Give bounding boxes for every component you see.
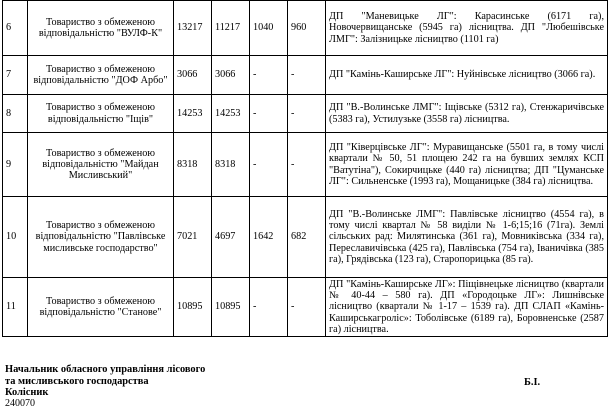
forest-area: 4697 bbox=[212, 197, 250, 278]
field-area: - bbox=[250, 133, 288, 197]
row-number: 7 bbox=[3, 56, 28, 95]
total-area: 10895 bbox=[174, 278, 212, 337]
total-area: 8318 bbox=[174, 133, 212, 197]
location-description: ДП "Камінь-Каширське ЛГ": Нуйнівське лісництво (3066 га). bbox=[326, 56, 608, 95]
document-code: 240070 bbox=[5, 398, 35, 409]
location-description: ДП "В.-Волинське ЛМГ": Павлівське лісництво (4554 га), в тому числі квартал № 58 виділи № 1-6;15;16 (71га). Землі сільських рад: Милятинська (361 га), Мовниківська (334 га), Переславичівська (425 га), Павлівська (754 га), Іваничівка (385 га), Грядівська (123 га), Старопорицька (85 га). bbox=[326, 197, 608, 278]
row-number: 11 bbox=[3, 278, 28, 337]
row-number: 9 bbox=[3, 133, 28, 197]
hunting-grounds-table bbox=[2, 0, 608, 337]
footer-name: Колісник bbox=[5, 387, 49, 398]
location-description: ДП "В.-Волинське ЛМГ": Іщівське (5312 га), Стенжаричівське (5383 га), Устилузьке (3558 га) лісництва. bbox=[326, 95, 608, 133]
forest-area: 3066 bbox=[212, 56, 250, 95]
field-area: 1040 bbox=[250, 1, 288, 56]
water-area: 960 bbox=[288, 1, 326, 56]
company-name: Товариство з обмеженою відповідальністю "Станове" bbox=[28, 278, 174, 337]
field-area: - bbox=[250, 56, 288, 95]
water-area: - bbox=[288, 56, 326, 95]
row-number: 10 bbox=[3, 197, 28, 278]
table-row bbox=[3, 197, 608, 278]
total-area: 13217 bbox=[174, 1, 212, 56]
forest-area: 10895 bbox=[212, 278, 250, 337]
field-area: - bbox=[250, 95, 288, 133]
field-area: - bbox=[250, 278, 288, 337]
table-row bbox=[3, 278, 608, 337]
location-description: ДП "Ківерцівське ЛГ": Муравищанське (5501 га, в тому числі квартали № 50, 51 площею 242 га на бувших землях КСП "Ватутіна"), Сокирчицьке (440 га) лісництва; ДП "Цуманське ЛГ": Сильненське (1993 га), Мощаницьке (384 га) лісництва. bbox=[326, 133, 608, 197]
table-row bbox=[3, 1, 608, 56]
footer-title-line1: Начальник обласного управління лісового bbox=[5, 364, 206, 375]
location-description: ДП "Маневицьке ЛГ": Карасинське (6171 га), Новочервищанське (5945 га) лісництва. ДП "Любешівське ЛМГ": Залізницьке лісництво (1101 га) bbox=[326, 1, 608, 56]
company-name: Товариство з обмеженою відповідальністю "ДОФ Арбо" bbox=[28, 56, 174, 95]
location-description: ДП "Камінь-Каширське ЛГ»: Піщівнецьке лісництво (квартали № 40-44 – 580 га). ДП «Городоцьке ЛГ»: Лишнівське лісництво (квартали № 1-17 – 1539 га). ДП СЛАП «Камінь-Каширськагроліс»: Тоболівське (6189 га), Боровненське (2587 га) лісництва. bbox=[326, 278, 608, 337]
forest-area: 14253 bbox=[212, 95, 250, 133]
water-area: 682 bbox=[288, 197, 326, 278]
company-name: Товариство з обмеженою відповідальністю "ВУЛФ-К" bbox=[28, 1, 174, 56]
total-area: 7021 bbox=[174, 197, 212, 278]
forest-area: 8318 bbox=[212, 133, 250, 197]
table-row bbox=[3, 133, 608, 197]
water-area: - bbox=[288, 278, 326, 337]
row-number: 8 bbox=[3, 95, 28, 133]
footer-title-line2: та мисливського господарства bbox=[5, 376, 149, 387]
table-row bbox=[3, 95, 608, 133]
row-number: 6 bbox=[3, 1, 28, 56]
company-name: Товариство з обмеженою відповідальністю "Іщів" bbox=[28, 95, 174, 133]
signature-initials: Б.І. bbox=[524, 377, 541, 388]
company-name: Товариство з обмеженою відповідальністю "Майдан Мисливський" bbox=[28, 133, 174, 197]
total-area: 14253 bbox=[174, 95, 212, 133]
field-area: 1642 bbox=[250, 197, 288, 278]
water-area: - bbox=[288, 95, 326, 133]
table-row bbox=[3, 56, 608, 95]
total-area: 3066 bbox=[174, 56, 212, 95]
company-name: Товариство з обмеженою відповідальністю "Павлівське мисливське господарство" bbox=[28, 197, 174, 278]
water-area: - bbox=[288, 133, 326, 197]
forest-area: 11217 bbox=[212, 1, 250, 56]
